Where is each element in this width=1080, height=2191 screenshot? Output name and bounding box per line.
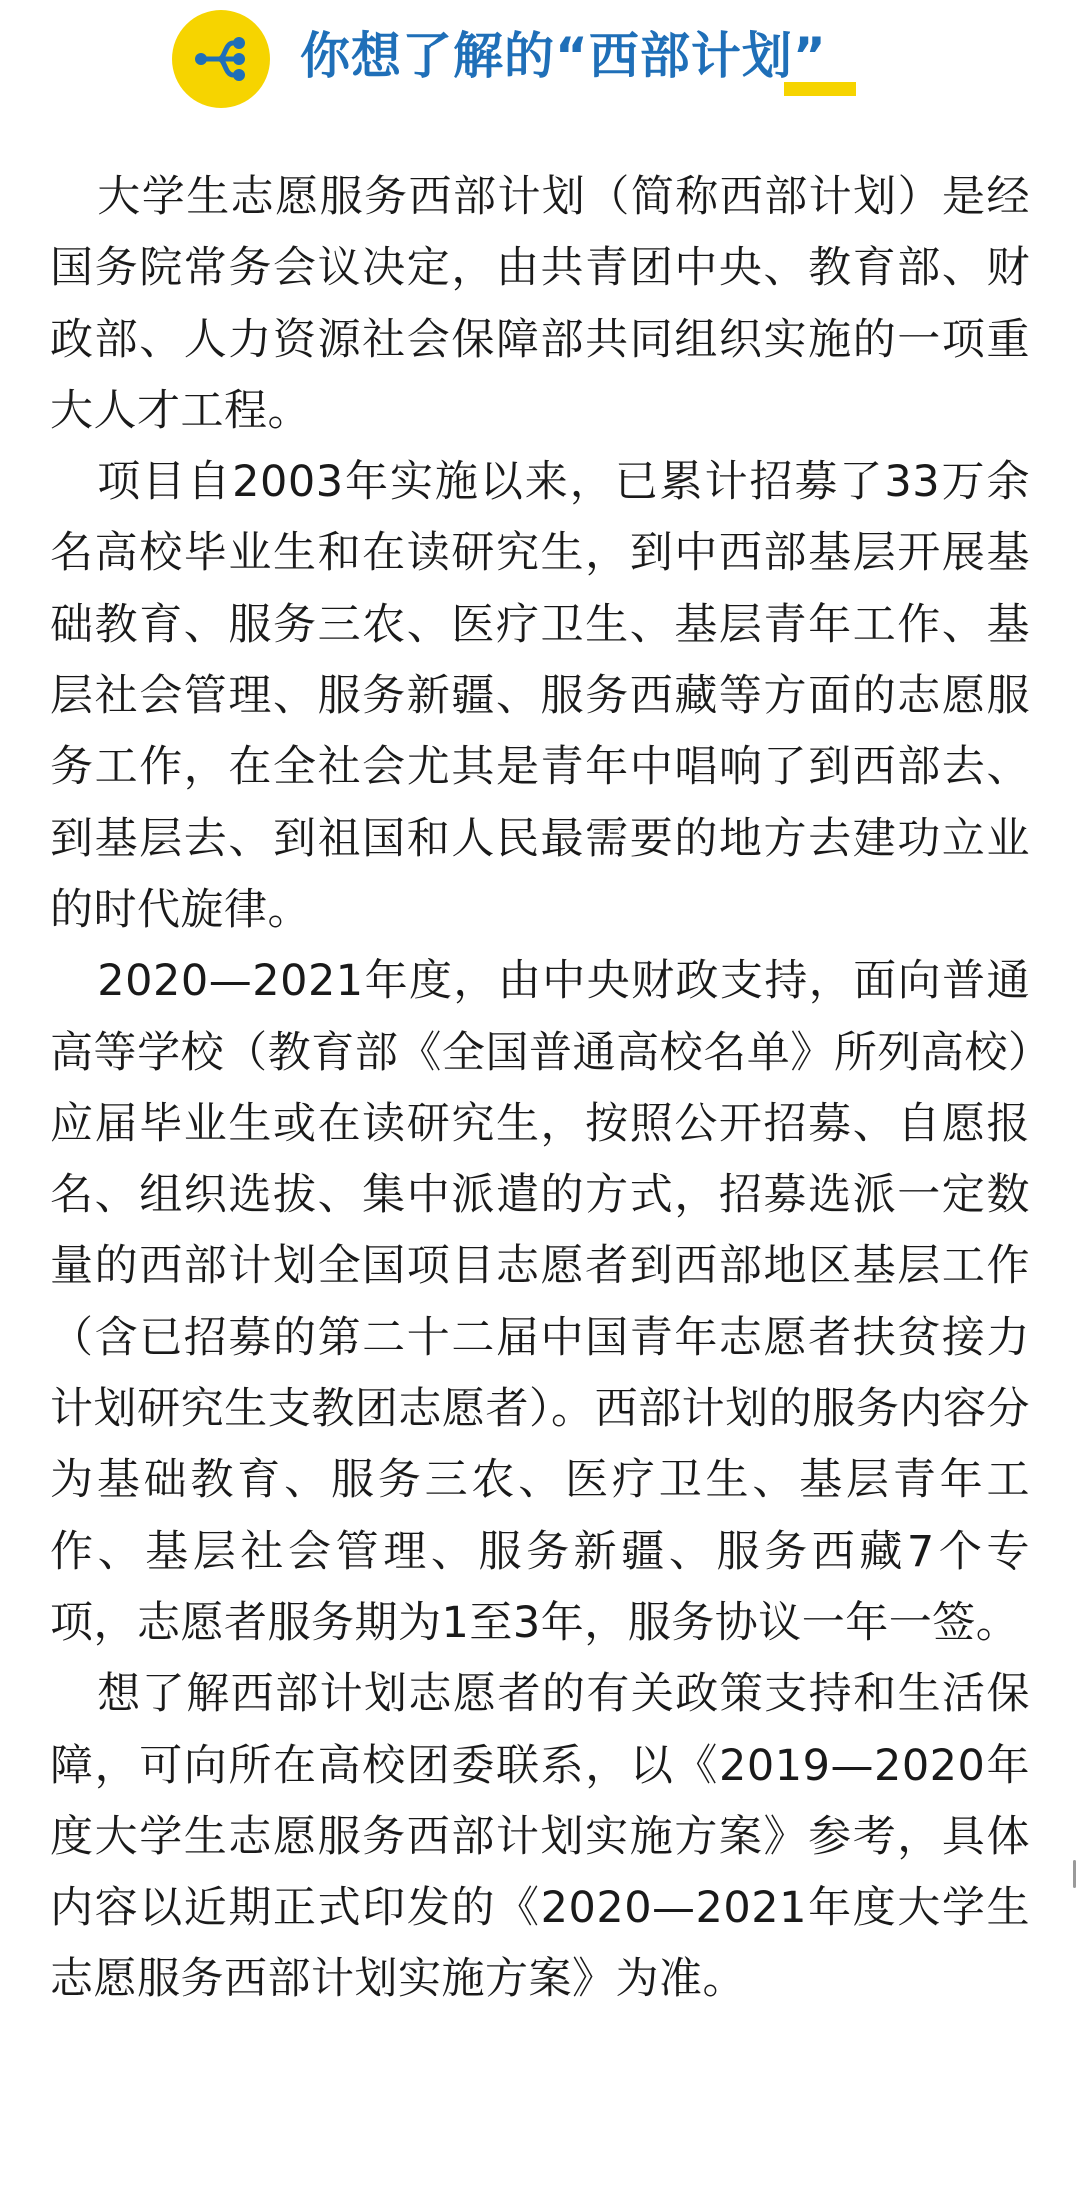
paragraph-intro: 大学生志愿服务西部计划（简称西部计划）是经国务院常务会议决定，由共青团中央、教育部、财政部、人力资源社会保障部共同组织实施的一项重大人才工程。: [50, 172, 1030, 436]
icon-badge: [172, 10, 270, 108]
paragraph-history: 项目自2003年实施以来，已累计招募了33万余名高校毕业生和在读研究生，到中西部基层开展基础教育、服务三农、医疗卫生、基层青年工作、基层社会管理、服务新疆、服务西藏等方面的志愿服务工作，在全社会尤其是青年中唱响了到西部去、到基层去、到祖国和人民最需要的地方去建功立业的时代旋律。: [50, 457, 1030, 935]
article-body: [50, 162, 1030, 2016]
paragraph-recruitment: 2020—2021年度，由中央财政支持，面向普通高等学校（教育部《全国普通高校名单》所列高校）应届毕业生或在读研究生，按照公开招募、自愿报名、组织选拔、集中派遣的方式，招募选派一定数量的西部计划全国项目志愿者到西部地区基层工作（含已招募的第二十二届中国青年志愿者扶贫接力计划研究生支教团志愿者）。西部计划的服务内容分为基础教育、服务三农、医疗卫生、基层青年工作、基层社会管理、服务新疆、服务西藏7个专项，志愿者服务期为1至3年，服务协议一年一签。: [50, 956, 1030, 1648]
section-header: [0, 0, 1080, 120]
share-nodes-icon: [189, 27, 253, 91]
paragraph-policy: 想了解西部计划志愿者的有关政策支持和生活保障，可向所在高校团委联系，以《2019—2020年度大学生志愿服务西部计划实施方案》参考，具体内容以近期正式印发的《2020—2021年度大学生志愿服务西部计划实施方案》为准。: [50, 1669, 1030, 2005]
scroll-indicator[interactable]: [1073, 1860, 1076, 1888]
section-title: 你想了解的“西部计划”: [300, 27, 827, 85]
